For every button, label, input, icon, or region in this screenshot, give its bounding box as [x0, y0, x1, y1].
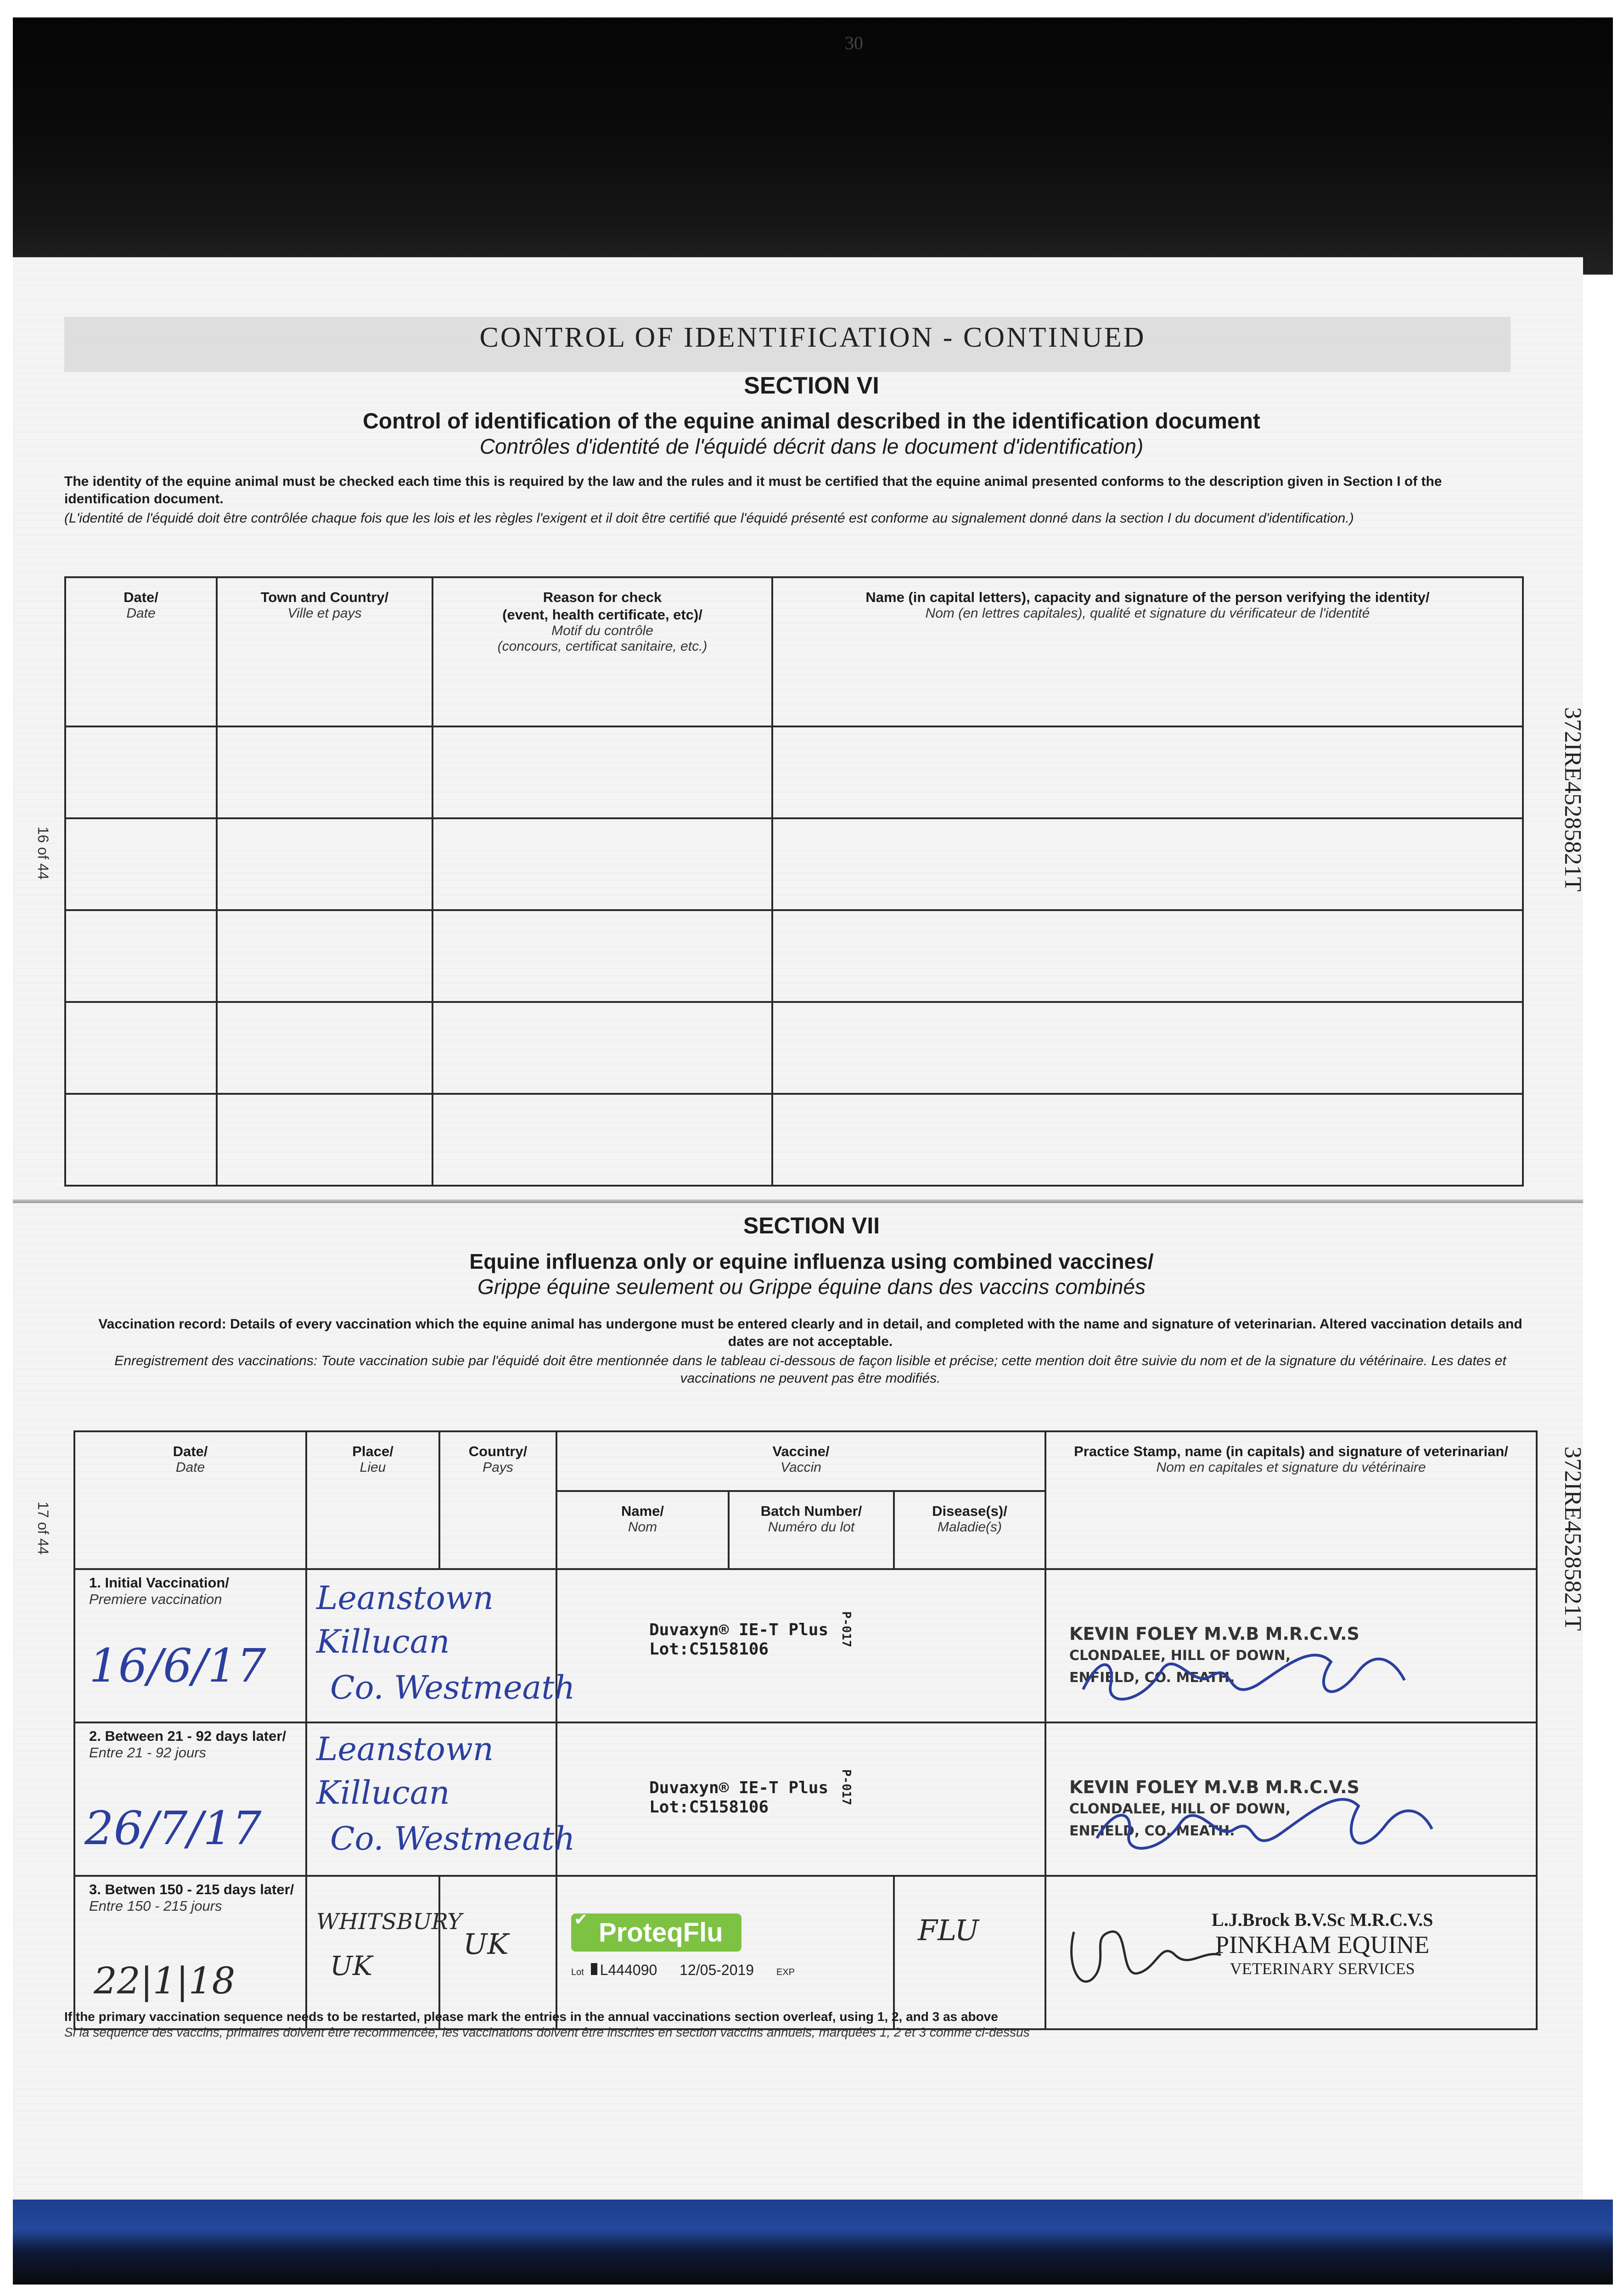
- col-verifier-header: [772, 577, 1523, 726]
- vacc-place-cell: [306, 1876, 462, 2029]
- vacc-name-en: Name/: [621, 1503, 664, 1519]
- vacc-date-en: Date/: [173, 1443, 208, 1459]
- footnote-fr: Si la sequence des vaccins, primaires doivent être recommencée, les vaccinations doivent être inscrites en section vaccins annuels, marquées 1, 2 et 3 comme ci-dessus: [64, 2025, 1030, 2039]
- stage-fr: Premiere vaccination: [89, 1591, 222, 1607]
- handwritten-place-1: Leanstown: [316, 1730, 494, 1768]
- restart-footnote: [64, 2009, 1533, 2040]
- handwritten-place-2: UK: [330, 1950, 373, 1981]
- col-reason-header: [432, 577, 772, 726]
- table-row: [65, 726, 1523, 818]
- handwritten-place-1: Leanstown: [316, 1579, 494, 1617]
- col-date-header: [65, 577, 217, 726]
- vacc-stamp-en: Practice Stamp, name (in capitals) and signature of veterinarian/: [1074, 1443, 1508, 1459]
- vacc-vaccine-en: Vaccine/: [772, 1443, 830, 1459]
- handwritten-country: UK: [463, 1927, 509, 1961]
- proteqflu-lot: L444090: [600, 1962, 657, 1978]
- vacc-date-cell: [74, 1569, 306, 1722]
- col-town-header: [217, 577, 432, 726]
- proteqflu-label: [571, 1910, 741, 1952]
- vacc-vaccine-cell: [556, 1876, 894, 2029]
- identity-check-table: [64, 576, 1524, 1187]
- vacc-country-fr: Pays: [483, 1460, 513, 1475]
- barcode-mark: [591, 1963, 597, 1975]
- vet-address-1: CLONDALEE, HILL OF DOWN,: [1069, 1648, 1291, 1664]
- vacc-col-batch: [729, 1491, 894, 1569]
- handwritten-disease: FLU: [918, 1913, 979, 1947]
- vaccine-stamp-name: Duvaxyn® IE-T Plus: [649, 1778, 829, 1797]
- vacc-date-cell: [74, 1876, 306, 2029]
- section-vi-label: SECTION VI: [744, 372, 879, 399]
- vacc-col-country: [439, 1431, 556, 1569]
- continued-title: CONTROL OF IDENTIFICATION - CONTINUED: [479, 322, 1146, 353]
- vaccination-table: [73, 1430, 1538, 2030]
- vet-address-2: ENFIELD, CO. MEATH.: [1069, 1823, 1235, 1839]
- leaf-icon: ✔: [574, 1910, 588, 1929]
- section-vii-title-en: Equine influenza only or equine influenza using combined vaccines/: [469, 1249, 1154, 1273]
- col-verifier-en: Name (in capital letters), capacity and signature of the person verifying the identity/: [865, 589, 1430, 605]
- table-row: [65, 910, 1523, 1002]
- section-vi-title-fr: Contrôles d'identité de l'équidé décrit dans le document d'identification): [479, 434, 1144, 458]
- vacc-place-cell: [306, 1569, 575, 1722]
- vet-signature: [1056, 1904, 1248, 2010]
- table-row: [65, 1094, 1523, 1186]
- handwritten-place-3: Co. Westmeath: [330, 1669, 575, 1706]
- vaccine-stamp: [649, 1621, 828, 1659]
- handwritten-place-3: Co. Westmeath: [330, 1820, 575, 1857]
- col-town-fr: Ville et pays: [287, 606, 362, 621]
- handwritten-date: 16/6/17: [89, 1639, 266, 1693]
- vet-address-2: ENFIELD, CO. MEATH.: [1069, 1670, 1235, 1686]
- vacc-date-cell: [74, 1722, 306, 1876]
- vacc-col-place: [306, 1431, 439, 1569]
- col-date-fr: Date: [126, 606, 156, 621]
- section-vii-note-fr: Enregistrement des vaccinations: Toute vaccination subie par l'équidé doit être mentionnée dans le tableau ci-dessous de façon lisible et précise; cette mention doit être suivie du nom et de la signature du vétérinaire. Les dates et vaccinations ne peuvent pas être modifiés.: [114, 1353, 1506, 1386]
- vet-address-2: VETERINARY SERVICES: [1230, 1959, 1415, 1978]
- section-vii-note-en: Vaccination record: Details of every vaccination which the equine animal has undergone must be entered clearly and in detail, and completed with the name and signature of veterinarian. Altered vaccination details and dates are not acceptable.: [98, 1317, 1522, 1349]
- stage-label: [75, 1570, 305, 1608]
- col-verifier-fr: Nom (en lettres capitales), qualité et signature du vérificateur de l'identité: [925, 606, 1370, 621]
- col-reason-fr2: (concours, certificat sanitaire, etc.): [497, 639, 708, 654]
- section-vi-notice-fr: (L'identité de l'équidé doit être contrôlée chaque fois que les lois et les règles l'exigent et il doit être certifié que l'équidé présenté est conforme au signalement donné dans la section I du document d'identification.): [64, 511, 1354, 526]
- handwritten-date: 26/7/17: [84, 1801, 262, 1855]
- vacc-stamp-fr: Nom en capitales et signature du vétérinaire: [1156, 1460, 1426, 1475]
- side-code-upper: 372IRE45285821T: [1560, 707, 1586, 892]
- vacc-place-en: Place/: [352, 1443, 393, 1459]
- stage-en: 2. Between 21 - 92 days later/: [89, 1728, 286, 1744]
- col-date-en: Date/: [124, 589, 158, 605]
- vacc-batch-fr: Numéro du lot: [768, 1519, 855, 1535]
- stage-en: 3. Betwen 150 - 215 days later/: [89, 1881, 294, 1897]
- col-reason-fr: Motif du contrôle: [551, 623, 653, 638]
- vacc-country-cell: [439, 1876, 556, 2029]
- vaccination-row-2: [74, 1722, 1537, 1876]
- vaccine-stamp-side: P-017: [839, 1769, 853, 1806]
- proteqflu-sticker: [571, 1910, 795, 1979]
- vaccine-stamp-name: Duvaxyn® IE-T Plus: [649, 1621, 829, 1639]
- handwritten-place-2: Killucan: [316, 1623, 450, 1660]
- stage-fr: Entre 150 - 215 jours: [89, 1898, 222, 1914]
- table-row: [65, 1002, 1523, 1094]
- stage-fr: Entre 21 - 92 jours: [89, 1745, 207, 1761]
- vacc-vaccine-cell: [556, 1722, 1045, 1876]
- vacc-name-fr: Nom: [628, 1519, 657, 1535]
- stage-label: [75, 1723, 305, 1761]
- vet-signature: [1074, 1634, 1441, 1717]
- side-code-lower: 372IRE45285821T: [1560, 1446, 1586, 1631]
- page-label-17: 17 of 44: [35, 1502, 51, 1555]
- vacc-vaccine-fr: Vaccin: [781, 1460, 821, 1475]
- stage-label: [75, 1877, 305, 1914]
- proteqflu-lot-line: [571, 1962, 795, 1979]
- stage-en: 1. Initial Vaccination/: [89, 1575, 229, 1591]
- vet-address-1: PINKHAM EQUINE: [1215, 1931, 1430, 1958]
- proteqflu-exp: 12/05-2019: [680, 1962, 754, 1978]
- footnote-en: If the primary vaccination sequence needs to be restarted, please mark the entries in the annual vaccinations section overleaf, using 1, 2, and 3 as above: [64, 2009, 998, 2024]
- vaccine-stamp-lot: Lot:C5158106: [649, 1798, 769, 1817]
- col-reason-en: Reason for check: [543, 589, 662, 605]
- vet-signature: [1083, 1778, 1460, 1870]
- vacc-stamp-cell: [1045, 1876, 1537, 2029]
- vacc-disease-en: Disease(s)/: [932, 1503, 1007, 1519]
- vaccine-stamp-lot: Lot:C5158106: [649, 1640, 769, 1659]
- proteqflu-text: ProteqFlu: [599, 1918, 723, 1947]
- vacc-country-en: Country/: [468, 1443, 528, 1459]
- vacc-place-fr: Lieu: [359, 1460, 386, 1475]
- vacc-disease-fr: Maladie(s): [937, 1519, 1002, 1535]
- vacc-batch-en: Batch Number/: [760, 1503, 862, 1519]
- vacc-place-cell: [306, 1722, 575, 1876]
- vacc-stamp-cell: [1045, 1569, 1537, 1722]
- col-reason-en2: (event, health certificate, etc)/: [502, 607, 702, 623]
- table-row: [65, 818, 1523, 910]
- top-page-number: 30: [845, 33, 863, 53]
- vet-address-1: CLONDALEE, HILL OF DOWN,: [1069, 1801, 1291, 1817]
- vacc-disease-cell: [894, 1876, 1045, 2029]
- page-label-16: 16 of 44: [35, 827, 51, 880]
- handwritten-place-2: Killucan: [316, 1774, 450, 1812]
- section-vii-title-fr: Grippe équine seulement ou Grippe équine dans des vaccins combinés: [477, 1275, 1146, 1299]
- lot-prefix: Lot: [571, 1967, 584, 1977]
- section-vi-notice-en: The identity of the equine animal must be checked each time this is required by the law and the rules and it must be certified that the equine animal presented conforms to the description given in Section I of the identification document.: [64, 474, 1442, 506]
- vacc-stamp-cell: [1045, 1722, 1537, 1876]
- vacc-col-stamp: [1045, 1431, 1537, 1569]
- vacc-col-date: [74, 1431, 306, 1569]
- vaccination-row-1: [74, 1569, 1537, 1722]
- vacc-col-name: [556, 1491, 729, 1569]
- vaccination-row-3: [74, 1876, 1537, 2029]
- vacc-col-disease: [894, 1491, 1045, 1569]
- col-town-en: Town and Country/: [260, 589, 389, 605]
- vaccine-stamp-side: P-017: [839, 1611, 853, 1648]
- vet-name: KEVIN FOLEY M.V.B M.R.C.V.S: [1069, 1624, 1359, 1644]
- handwritten-date: 22|1|18: [94, 1959, 236, 2002]
- vacc-col-vaccine: [556, 1431, 1045, 1491]
- exp-suffix: EXP: [776, 1967, 795, 1977]
- vacc-date-fr: Date: [175, 1460, 205, 1475]
- vaccine-stamp: [649, 1778, 828, 1817]
- scan-background-bottom: [13, 2200, 1613, 2285]
- vet-name: L.J.Brock B.V.Sc M.R.C.V.S: [1212, 1909, 1433, 1930]
- vacc-vaccine-cell: [556, 1569, 1045, 1722]
- handwritten-place-1: WHITSBURY: [316, 1909, 462, 1935]
- section-vii-label: SECTION VII: [743, 1213, 880, 1238]
- scan-background-top: [13, 17, 1613, 275]
- section-vi-title-en: Control of identification of the equine animal described in the identification document: [363, 409, 1260, 433]
- vet-name: KEVIN FOLEY M.V.B M.R.C.V.S: [1069, 1777, 1359, 1797]
